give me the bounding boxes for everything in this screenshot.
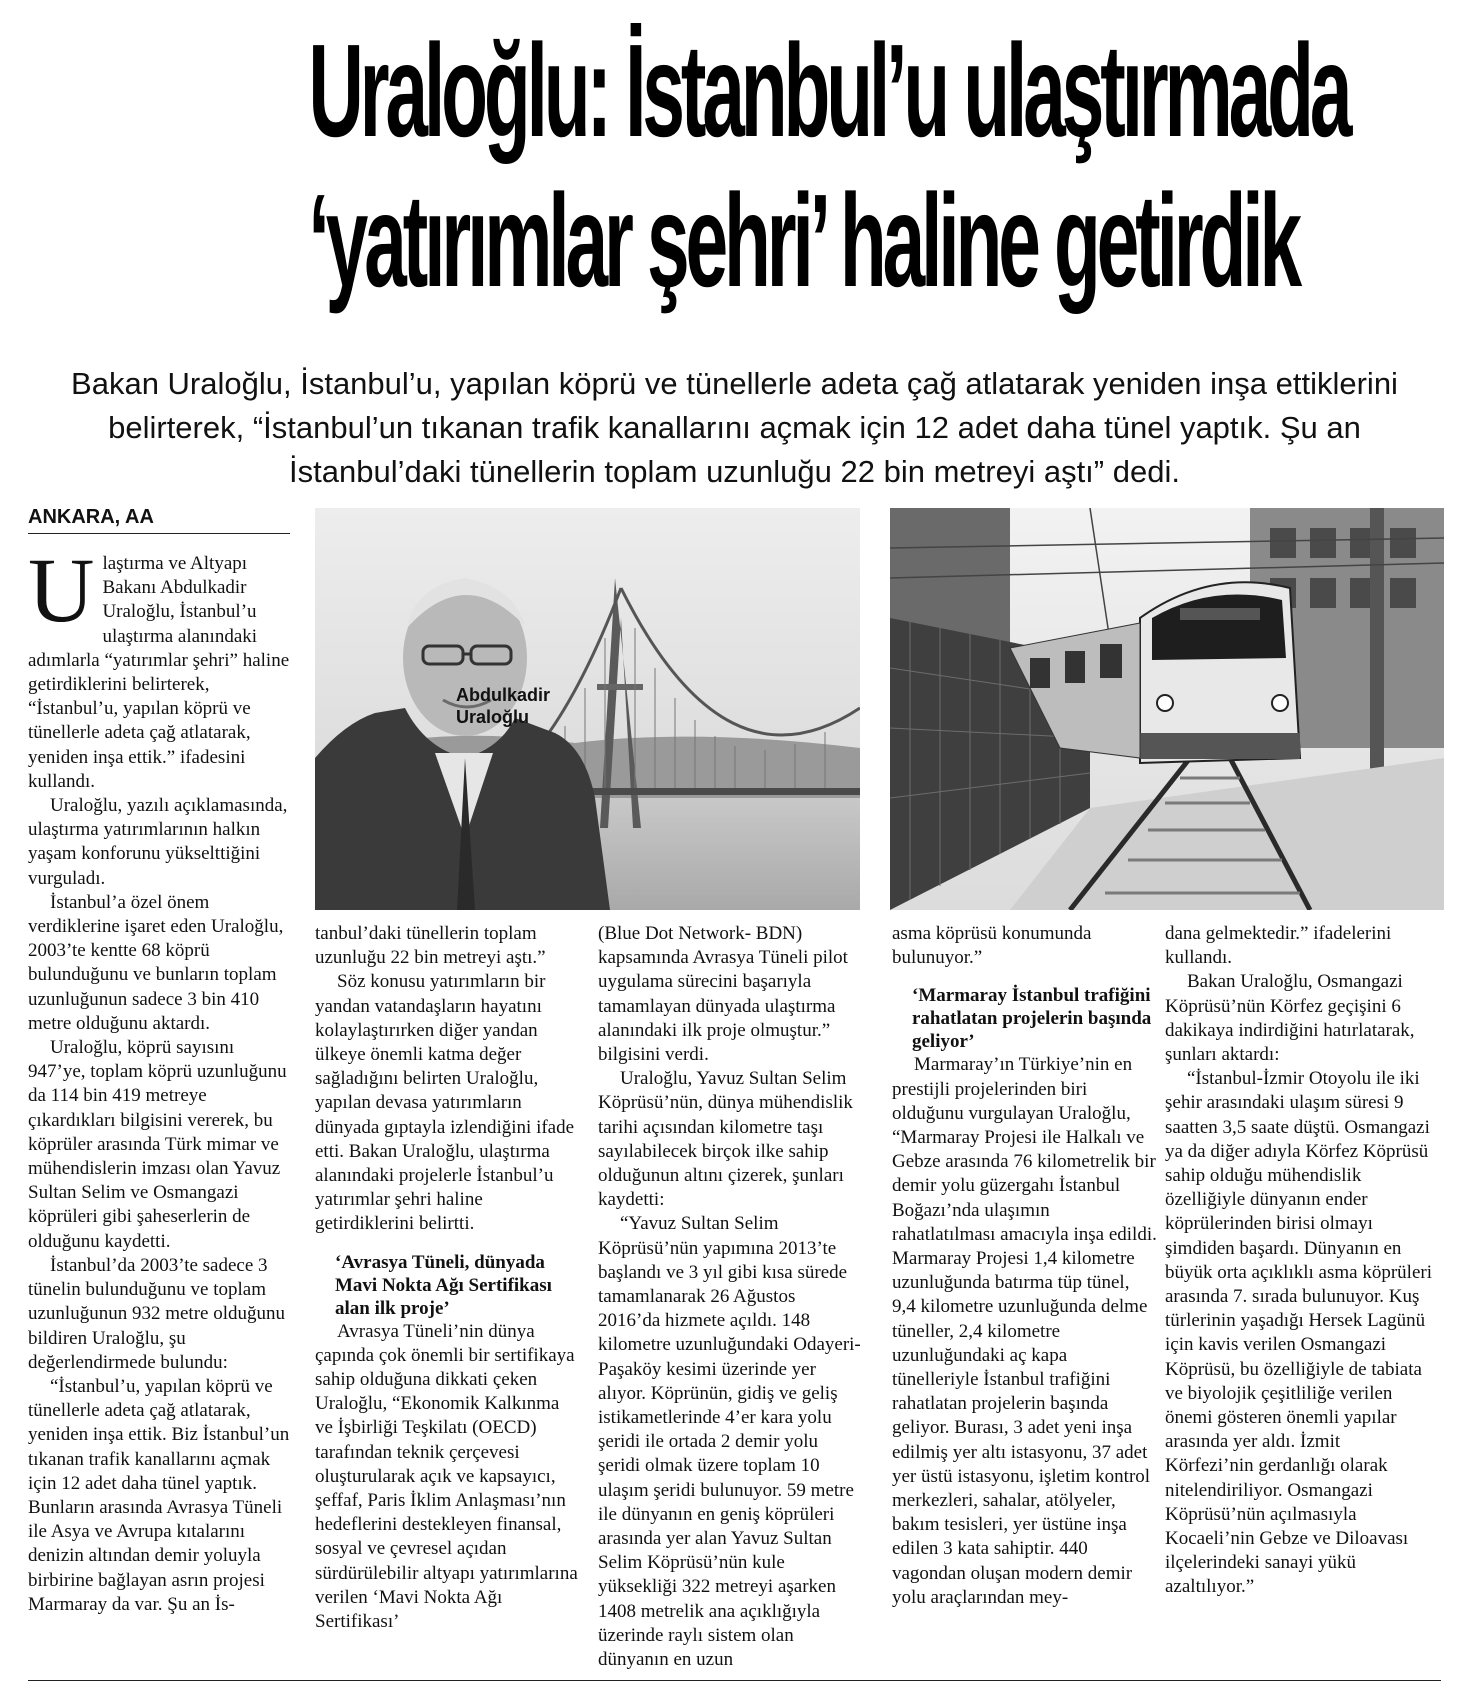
article-column-3 xyxy=(598,922,862,1672)
paragraph: İstanbul’a özel önem verdiklerine işaret eden Uraloğlu, 2003’te kentte 68 köprü bulunduğunu ve bunların toplam uzunluğunun sadece 3 bin 410 metre olduğunu aktardı. xyxy=(28,891,284,1034)
drop-cap: U xyxy=(28,539,95,641)
paragraph: Ulaştırma ve Altyapı Bakanı Abdulkadir Uraloğlu, İstanbul’u ulaştırma alanındaki adımlarla “yatırımlar şehri” haline getirdiklerini belirterek, “İstanbul’u, yapılan köprü ve tünellerle adeta çağ atlatarak, yeniden inşa ettik.” ifadesini kullandı. xyxy=(28,539,290,792)
article-column-5 xyxy=(1165,922,1433,1600)
paragraph: Bakan Uraloğlu, Osmangazi Köprüsü’nün Körfez geçişini 6 dakikaya indirdiğini hatırlatarak, şunları aktardı: xyxy=(1165,971,1415,1066)
paragraph: asma köprüsü konumunda bulunuyor.” xyxy=(892,923,1092,969)
paragraph: Marmaray’ın Türkiye’nin en prestijli projelerinden biri olduğunu vurgulayan Uraloğlu, “Marmaray Projesi ile Halkalı ve Gebze arasında 76 kilometrelik bir demir yolu güzergahı İstanbul Boğazı’nda ulaşımın rahatlatılması amacıyla inşa edildi. Marmaray Projesi 1,4 kilometre uzunluğunda batırma tüp tünel, 9,4 kilometre uzunluğunda delme tüneller, 2,4 kilometre uzunluğundaki aç kapa tünelleriyle İstanbul trafiğini rahatlatan projelerin başında geliyor. Burası, 3 adet yeni inşa edilmiş yer altı istasyonu, 37 adet yer üstü istasyonu, işletim kontrol merkezleri, sahalar, atölyeler, bakım tesisleri, yer üstüne inşa edilen 3 kata sahiptir. 440 vagondan oluşan modern demir yolu araçlarından mey- xyxy=(892,1054,1157,1608)
paragraph: Söz konusu yatırımların bir yandan vatandaşların hayatını kolaylaştırırken diğer yandan ülkeye önemli katma değer sağladığını belirten Uraloğlu, yapılan devasa yatırımların dünyada gıptayla izlendiğini ifade etti. Bakan Uraloğlu, ulaştırma alanındaki projelerle İstanbul’u yatırımlar şehri haline getirdiklerini belirtti. xyxy=(315,971,575,1235)
paragraph: (Blue Dot Network- BDN) kapsamında Avrasya Tüneli pilot uygulama sürecini başarıyla tamamlayan dünyada ulaştırma alanındaki ilk proje olmuştur.” bilgisini verdi. xyxy=(598,923,848,1066)
paragraph: “İstanbul’u, yapılan köprü ve tünellerle adeta çağ atlatarak, yeniden inşa ettik. Biz İstanbul’un tıkanan trafik kanallarını açmak için 12 adet daha tünel yaptık. Bunların arasında Avrasya Tüneli ile Asya ve Avrupa kıtalarını denizin altından demir yoluyla birbirine bağlayan asrın projesi Marmaray da var. Şu an İs- xyxy=(28,1375,290,1615)
train-photo-icon xyxy=(890,508,1444,910)
paragraph: “Yavuz Sultan Selim Köprüsü’nün yapımına 2013’te başlandı ve 3 yıl gibi kısa sürede tamamlanarak 26 Ağustos 2016’da hizmete açıldı. 148 kilometre uzunluğundaki Odayeri-Paşaköy kesimi üzerinde yer alıyor. Köprünün, gidiş ve geliş istikametlerinde 4’er kara yolu şeridi ile ortada 2 demir yolu şeridi olmak üzere toplam 10 ulaşım şeridi bulunuyor. 59 metre ile dünyanın en geniş köprüleri arasında yer alan Yavuz Sultan Selim Köprüsü’nün kule yüksekliği 322 metreyi aşarken 1408 metrelik ana açıklığıyla üzerinde raylı sistem olan dünyanın en uzun xyxy=(598,1213,861,1671)
byline: ANKARA, AA xyxy=(28,506,290,534)
paragraph: Avrasya Tüneli’nin dünya çapında çok önemli bir sertifikaya sahip olduğuna dikkati çeken Uraloğlu, “Ekonomik Kalkınma ve İşbirliği Teşkilatı (OECD) tarafından teknik çerçevesi oluşturularak açık ve kapsayıcı, şeffaf, Paris İklim Anlaşması’nın hedeflerini destekleyen finansal, sosyal ve çevresel açıdan sürdürülebilir altyapı yatırımlarına verilen ‘Mavi Nokta Ağı Sertifikası’ xyxy=(315,1320,578,1633)
headline-line-1: Uraloğlu: İstanbul’u ulaştırmada xyxy=(308,17,1349,164)
article-column-1 xyxy=(28,539,290,1617)
paragraph: İstanbul’da 2003’te sadece 3 tünelin bulunduğunu ve toplam uzunluğunun 932 metre olduğunu bildiren Uraloğlu, şu değerlendirmede bulundu: xyxy=(28,1254,285,1373)
article-deck: Bakan Uraloğlu, İstanbul’u, yapılan köprü ve tünellerle adeta çağ atlatarak yeniden inşa ettiklerini belirterek, “İstanbul’un tıkanan trafik kanallarını açmak için 12 adet daha tünel yaptık. Şu an İstanbul’daki tünellerin toplam uzunluğu 22 bin metreyi aştı” dedi. xyxy=(71,366,1398,489)
subheading: ‘Avrasya Tüneli, dünyada Mavi Nokta Ağı Sertifikası alan ilk proje’ xyxy=(335,1251,552,1319)
portrait-bridge-photo-icon xyxy=(315,508,860,910)
headline-line-2: ‘yatırımlar şehri’ haline getirdik xyxy=(308,167,1299,314)
portrait-bridge-photo xyxy=(315,508,860,910)
paragraph: “İstanbul-İzmir Otoyolu ile iki şehir arasındaki ulaşım süresi 9 saatten 3,5 saate düştü. Osmangazi ya da diğer adıyla Körfez Köprüsü sahip olduğu mühendislik özelliğiyle dünyanın ender köprülerinden birisi olmayı şimdiden başardı. Dünyanın en büyük orta açıklıklı asma köprüleri arasında 7. sırada bulunuyor. Kuş türlerinin yaşadığı Hersek Lagünü için kavis verilen Osmangazi Köprüsü, bu özelliğiyle de tabiata ve biyolojik çeşitliliğe verilen önemi gösteren önemli yapılar arasında yer aldı. İzmit Körfezi’nin gerdanlığı olarak nitelendiriliyor. Osmangazi Köprüsü’nün açılmasıyla Kocaeli’nin Gebze ve Diloavası ilçelerindeki sanayi yükü azaltılıyor.” xyxy=(1165,1068,1432,1598)
article-column-2 xyxy=(315,922,580,1634)
bottom-rule xyxy=(28,1680,1441,1681)
train-photo xyxy=(890,508,1444,910)
paragraph: tanbul’daki tünellerin toplam uzunluğu 22 bin metreyi aştı.” xyxy=(315,923,546,969)
paragraph: dana gelmektedir.” ifadelerini kullandı. xyxy=(1165,923,1392,969)
paragraph: Uraloğlu, yazılı açıklamasında, ulaştırma yatırımlarının halkın yaşam konforunu yükselttiğini vurguladı. xyxy=(28,795,288,889)
paragraph: Uraloğlu, köprü sayısını 947’ye, toplam köprü uzunluğunu da 114 bin 419 metreye çıkardıkları bilgisini vererek, bu köprüler arasında Türk mimar ve mühendislerin imzası olan Yavuz Sultan Selim ve Osmangazi köprüleri gibi şaheserlerin de olduğunu kaydetti. xyxy=(28,1037,287,1252)
photo-caption: Abdulkadir Uraloğlu xyxy=(456,685,551,727)
subheading: ‘Marmaray İstanbul trafiğini rahatlatan projelerin başında geliyor’ xyxy=(912,985,1152,1053)
article-column-4 xyxy=(892,922,1157,1610)
paragraph: Uraloğlu, Yavuz Sultan Selim Köprüsü’nün, dünya mühendislik tarihi açısından kilometre taşı sayılabilecek birçok ilke sahip olduğunun altını çizerek, şunları kaydetti: xyxy=(598,1068,853,1211)
